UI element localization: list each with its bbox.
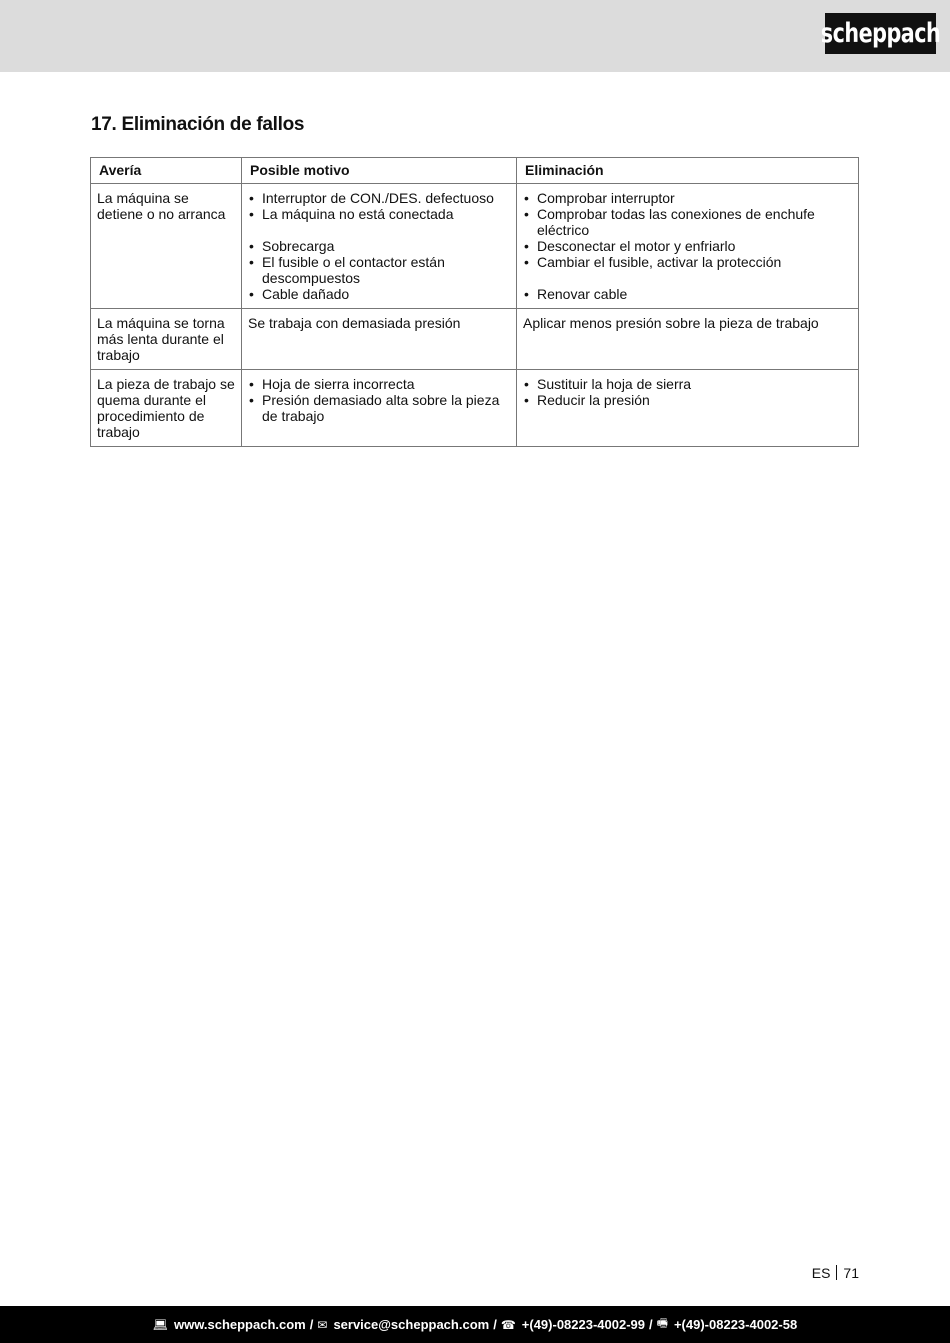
remedy-item: • Comprobar interruptor [523, 190, 852, 206]
column-header-fault: Avería [91, 158, 242, 184]
remedy-cell: Aplicar menos presión sobre la pieza de trabajo [517, 309, 859, 370]
column-header-cause: Posible motivo [242, 158, 517, 184]
cause-item: • La máquina no está conectada [248, 206, 510, 222]
page-language: ES [811, 1265, 831, 1281]
cause-item: • El fusible o el contactor están descompuestos [248, 254, 510, 286]
table-header-row [91, 158, 859, 184]
footer-separator: / [493, 1317, 497, 1332]
remedy-item: • Renovar cable [523, 286, 852, 302]
footer-phone: +(49)-08223-4002-99 [521, 1317, 646, 1332]
remedy-item: • Cambiar el fusible, activar la protección [523, 254, 852, 270]
page-number [812, 1265, 859, 1281]
fault-cell: La máquina se torna más lenta durante el trabajo [91, 309, 242, 370]
fault-cell: La máquina se detiene o no arranca [91, 184, 242, 309]
remedy-item: • Reducir la presión [523, 392, 852, 408]
cause-item: • Cable dañado [248, 286, 510, 302]
cause-cell [242, 184, 517, 309]
page-number-divider [836, 1265, 837, 1280]
brand-logo-text: scheppach [820, 18, 941, 49]
remedy-list [523, 190, 852, 302]
cause-cell [242, 370, 517, 447]
cause-cell: Se trabaja con demasiada presión [242, 309, 517, 370]
footer-separator: / [649, 1317, 653, 1332]
brand-logo [820, 13, 941, 54]
remedy-list [523, 376, 852, 408]
footer-email[interactable]: service@scheppach.com [333, 1317, 490, 1332]
fault-cell: La pieza de trabajo se quema durante el procedimiento de trabajo [91, 370, 242, 447]
cause-list [248, 190, 510, 302]
header-band [0, 0, 950, 72]
cause-list [248, 376, 510, 424]
remedy-cell [517, 370, 859, 447]
column-header-remedy: Eliminación [517, 158, 859, 184]
table-row [91, 309, 859, 370]
phone-icon: ☎︎ [500, 1317, 516, 1332]
mail-icon: ✉︎ [317, 1317, 328, 1332]
remedy-item: • Comprobar todas las conexiones de enchufe eléctrico [523, 206, 852, 238]
troubleshooting-table [90, 157, 859, 447]
remedy-cell [517, 184, 859, 309]
footer-website[interactable]: www.scheppach.com [174, 1317, 306, 1332]
remedy-item: • Desconectar el motor y enfriarlo [523, 238, 852, 254]
cause-item: • Hoja de sierra incorrecta [248, 376, 510, 392]
cause-item: • Sobrecarga [248, 238, 510, 254]
table-row [91, 370, 859, 447]
remedy-item: • Sustituir la hoja de sierra [523, 376, 852, 392]
page-number-value: 71 [843, 1265, 859, 1281]
cause-item: • Presión demasiado alta sobre la pieza de trabajo [248, 392, 510, 424]
table-row [91, 184, 859, 309]
remedy-item [523, 270, 852, 286]
section-title: 17. Eliminación de fallos [91, 114, 305, 135]
cause-item: • Interruptor de CON./DES. defectuoso [248, 190, 510, 206]
footer-fax: +(49)-08223-4002-58 [673, 1317, 798, 1332]
cause-item [248, 222, 510, 238]
footer-contact-bar [0, 1306, 950, 1343]
fax-icon: 🖷︎ [656, 1316, 668, 1330]
footer-separator: / [309, 1317, 314, 1332]
computer-icon: 💻︎ [152, 1317, 169, 1332]
